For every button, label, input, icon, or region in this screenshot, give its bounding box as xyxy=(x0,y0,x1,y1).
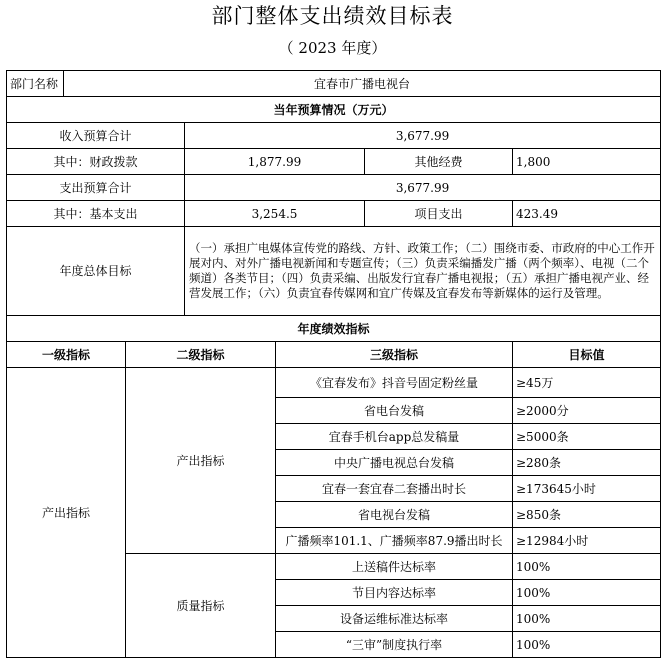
level3-name: 省电视台发稿 xyxy=(276,502,513,528)
table-row xyxy=(7,368,661,398)
goal-text: （一）承担广电媒体宣传党的路线、方针、政策工作；（二）围绕市委、市政府的中心工作开展对内、对外广播电视新闻和专题宣传；（三）负责采编播发广播（两个频率）、电视（二个频道）各类节目；（四）负责采编、出版发行宜春广播电视报；（五）承担广播电视产业、经营发展工作；（六）负责宜春传媒网和宜广传媒及宜春发布等新媒体的运行及管理。 xyxy=(185,227,661,316)
col-target: 目标值 xyxy=(513,342,661,368)
level3-name: 《宜春发布》抖音号固定粉丝量 xyxy=(276,368,513,398)
expense-value: 3,677.99 xyxy=(185,175,661,201)
fiscal-row xyxy=(7,149,661,175)
fiscal-year: （ 2023 年度） xyxy=(278,39,387,57)
target-value: 100% xyxy=(513,580,661,606)
dept-label: 部门名称 xyxy=(7,71,64,97)
target-value: ≥280条 xyxy=(513,450,661,476)
income-row xyxy=(7,123,661,149)
level1-cell: 产出指标 xyxy=(7,368,126,658)
col-level1: 一级指标 xyxy=(7,342,126,368)
target-value: ≥2000分 xyxy=(513,398,661,424)
page-title: 部门整体支出绩效目标表 xyxy=(211,4,454,28)
target-value: 100% xyxy=(513,632,661,658)
level3-name: 节目内容达标率 xyxy=(276,580,513,606)
level3-name: 宜春一套宜春二套播出时长 xyxy=(276,476,513,502)
fiscal-value: 1,877.99 xyxy=(185,149,365,175)
expense-label: 支出预算合计 xyxy=(7,175,185,201)
project-value: 423.49 xyxy=(513,201,661,227)
target-value: ≥45万 xyxy=(513,368,661,398)
income-label: 收入预算合计 xyxy=(7,123,185,149)
goal-label: 年度总体目标 xyxy=(7,227,185,316)
income-value: 3,677.99 xyxy=(185,123,661,149)
level2-quality: 质量指标 xyxy=(126,554,276,658)
dept-value: 宜春市广播电视台 xyxy=(64,71,661,97)
budget-header: 当年预算情况（万元） xyxy=(7,97,661,123)
target-value: ≥173645小时 xyxy=(513,476,661,502)
target-value: ≥5000条 xyxy=(513,424,661,450)
fiscal-label: 其中：财政拨款 xyxy=(7,149,185,175)
perf-columns-row xyxy=(7,342,661,368)
goal-row xyxy=(7,227,661,316)
basic-value: 3,254.5 xyxy=(185,201,365,227)
expense-row xyxy=(7,175,661,201)
perf-header: 年度绩效指标 xyxy=(7,316,661,342)
performance-table xyxy=(6,70,661,658)
level3-name: 设备运维标准达标率 xyxy=(276,606,513,632)
basic-label: 其中：基本支出 xyxy=(7,201,185,227)
other-label: 其他经费 xyxy=(365,149,513,175)
level3-name: 广播频率101.1、广播频率87.9播出时长 xyxy=(276,528,513,554)
target-value: 100% xyxy=(513,606,661,632)
perf-header-row xyxy=(7,316,661,342)
level2-output: 产出指标 xyxy=(126,368,276,554)
target-value: 100% xyxy=(513,554,661,580)
budget-header-row xyxy=(7,97,661,123)
dept-row xyxy=(7,71,661,97)
level3-name: 宜春手机台app总发稿量 xyxy=(276,424,513,450)
level3-name: 上送稿件达标率 xyxy=(276,554,513,580)
level3-name: “三审”制度执行率 xyxy=(276,632,513,658)
basic-row xyxy=(7,201,661,227)
target-value: ≥12984小时 xyxy=(513,528,661,554)
col-level2: 二级指标 xyxy=(126,342,276,368)
level3-name: 省电台发稿 xyxy=(276,398,513,424)
target-value: ≥850条 xyxy=(513,502,661,528)
level3-name: 中央广播电视总台发稿 xyxy=(276,450,513,476)
other-value: 1,800 xyxy=(513,149,661,175)
project-label: 项目支出 xyxy=(365,201,513,227)
col-level3: 三级指标 xyxy=(276,342,513,368)
